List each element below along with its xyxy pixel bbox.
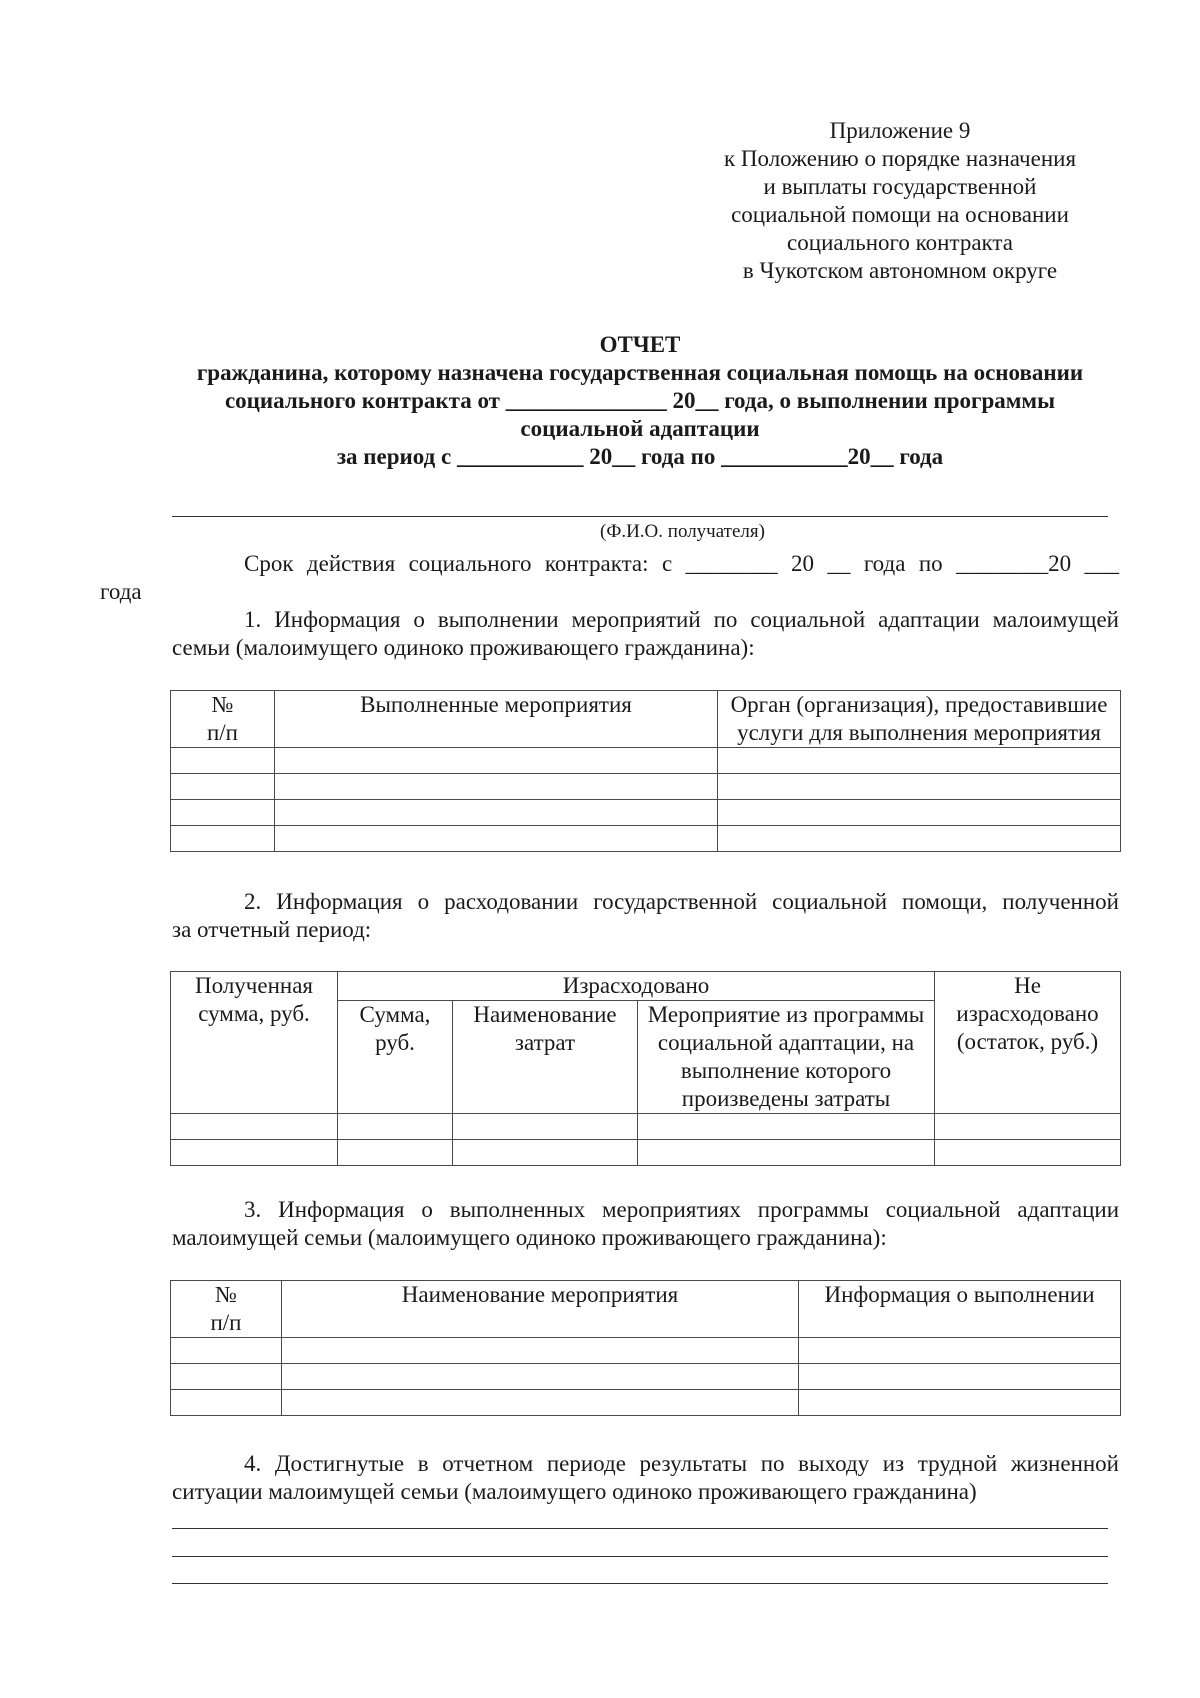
report-title-line: социального контракта от ______________ 20__ года, о выполнении программы [224,388,1056,413]
annex-line: Приложение 9 [829,118,971,143]
col-header-event: социальной адаптации, на [657,1030,915,1055]
table-header-row [171,1281,1121,1338]
annex-line: и выплаты государственной [763,174,1037,199]
answer-line[interactable] [172,1583,1108,1584]
table-header-row [171,972,1121,1001]
table-cell[interactable] [338,1140,453,1166]
table-cell[interactable] [453,1140,638,1166]
col-header-notspent: Не [1014,973,1041,998]
col-header-received: сумма, руб. [198,1001,310,1026]
col-header-sum: Сумма, [359,1002,431,1027]
table-cell[interactable] [171,1338,282,1364]
expenses-table [170,971,1121,1166]
annex-header [690,117,1110,285]
contract-term-line: года [100,579,142,604]
section1-text [172,606,1119,662]
table-cell[interactable] [718,748,1121,774]
col-header-cost: затрат [514,1030,576,1055]
table-row [171,1114,1121,1140]
col-header-num: п/п [210,1310,242,1335]
activities-table [170,690,1121,852]
section4-line: 4. Достигнутые в отчетном периоде результаты по выходу из трудной жизненной [244,1451,1119,1476]
report-heading: ОТЧЕТ [599,332,681,357]
table-cell[interactable] [275,800,718,826]
annex-line: социальной помощи на основании [731,202,1069,227]
table-cell[interactable] [171,774,275,800]
table-cell[interactable] [171,1114,338,1140]
annex-line: социального контракта [787,230,1013,255]
section2-line: 2. Информация о расходовании государственной социальной помощи, полученной [244,889,1119,914]
table-cell[interactable] [282,1390,799,1416]
section4-text [172,1450,1119,1506]
table-cell[interactable] [638,1114,935,1140]
col-header-received: Полученная [195,973,313,998]
answer-line[interactable] [172,1528,1108,1529]
col-header-org: Орган (организация), предоставившие [730,692,1108,717]
section4-line: ситуации малоимущей семьи (малоимущего одиноко проживающего гражданина) [172,1479,977,1504]
table-cell[interactable] [718,800,1121,826]
col-header-cost: Наименование [473,1002,617,1027]
table-cell[interactable] [338,1114,453,1140]
table-cell[interactable] [171,748,275,774]
col-header-info: Информация о выполнении [824,1282,1095,1307]
col-header-event: произведены затраты [681,1086,891,1111]
answer-line[interactable] [172,1556,1108,1557]
table-header-row [171,691,1121,748]
table-cell[interactable] [171,1364,282,1390]
section3-text [172,1196,1119,1252]
section3-line: 3. Информация о выполненных мероприятиях программы социальной адаптации [244,1197,1119,1222]
col-header-notspent: (остаток, руб.) [956,1029,1099,1054]
col-header-notspent: израсходовано [956,1001,1099,1026]
table-cell[interactable] [799,1364,1121,1390]
report-period: за период с ___________ 20__ года по ___________20__ года [336,444,944,469]
section3-line: малоимущей семьи (малоимущего одиноко проживающего гражданина): [172,1225,887,1250]
table-cell[interactable] [799,1390,1121,1416]
table-row [171,1140,1121,1166]
table-cell[interactable] [935,1140,1121,1166]
table-cell[interactable] [171,1390,282,1416]
table-cell[interactable] [171,826,275,852]
col-header-org: услуги для выполнения мероприятия [737,720,1101,745]
col-header-num: № [215,1282,237,1307]
fio-input-line[interactable] [172,516,1108,517]
section1-line: семьи (малоимущего одиноко проживающего гражданина): [172,635,755,660]
table-cell[interactable] [799,1338,1121,1364]
section2-line: за отчетный период: [172,917,372,942]
table-cell[interactable] [453,1114,638,1140]
section1-line: 1. Информация о выполнении мероприятий по социальной адаптации малоимущей [244,607,1119,632]
table-row [171,1364,1121,1390]
section2-text [172,888,1119,944]
program-events-table [170,1280,1121,1416]
col-header-sum: руб. [375,1030,415,1055]
table-row [171,1390,1121,1416]
table-row [171,826,1121,852]
table-cell[interactable] [282,1364,799,1390]
table-cell[interactable] [718,774,1121,800]
contract-term-line: Срок действия социального контракта: с ________ 20 __ года по ________20 ___ [244,551,1119,576]
table-cell[interactable] [638,1140,935,1166]
col-header-event: Мероприятие из программы [647,1002,925,1027]
table-cell[interactable] [171,800,275,826]
col-header-spent: Израсходовано [562,973,710,998]
col-header-name: Наименование мероприятия [401,1282,679,1307]
table-cell[interactable] [171,1140,338,1166]
table-cell[interactable] [275,774,718,800]
annex-line: в Чукотском автономном округе [742,258,1058,283]
report-title-line: социальной адаптации [520,416,760,441]
table-cell[interactable] [275,826,718,852]
col-header-event: выполнение которого [680,1058,892,1083]
annex-line: к Положению о порядке назначения [723,146,1077,171]
table-cell[interactable] [282,1338,799,1364]
col-header-num: п/п [206,720,238,745]
table-row [171,800,1121,826]
col-header-events: Выполненные мероприятия [360,692,632,717]
table-row [171,748,1121,774]
report-title-line: гражданина, которому назначена государственная социальная помощь на основании [196,360,1084,385]
report-title [150,331,1130,443]
table-cell[interactable] [275,748,718,774]
contract-term [100,550,1119,606]
col-header-num: № [211,692,234,717]
table-row [171,774,1121,800]
table-row [171,1338,1121,1364]
table-cell[interactable] [718,826,1121,852]
table-cell[interactable] [935,1114,1121,1140]
